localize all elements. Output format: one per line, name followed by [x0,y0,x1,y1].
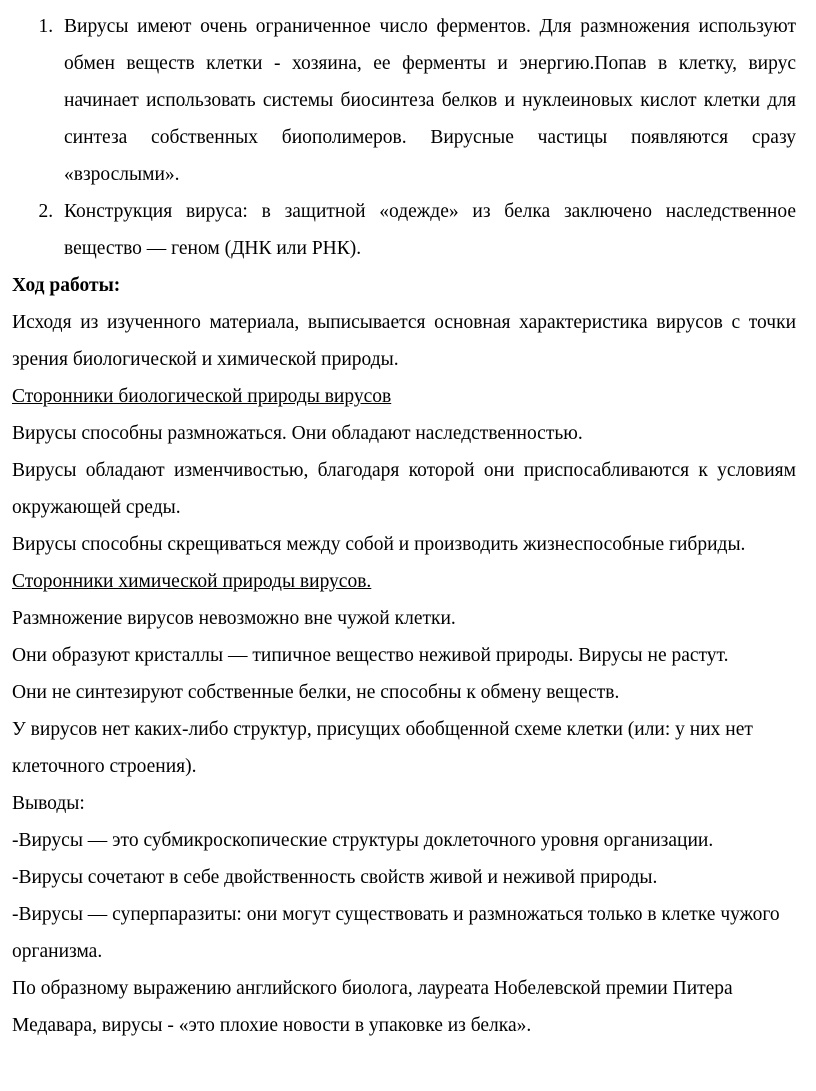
chem-point: Они образуют кристаллы — типичное вещество неживой природы. Вирусы не растут. [12,645,729,666]
list-item: 1. Вирусы имеют очень ограниченное число ферментов. Для размножения используют обмен веществ клетки - хозяина, ее ферменты и энергию.Попав в клетку, вирус начинает использовать системы биосинтеза белков и нуклеиновых кислот клетки для синтеза собственных биополимеров. Вирусные частицы появляются сразу «взрослыми». [58,8,796,193]
chem-point: У вирусов нет каких-либо структур, присущих обобщенной схеме клетки (или: у них нет клеточного строения). [12,719,753,777]
closing-paragraph: По образному выражению английского биолога, лауреата Нобелевской премии Питера Медавара, вирусы - «это плохие новости в упаковке из белка». [12,978,733,1036]
bio-point: Вирусы обладают изменчивостью, благодаря которой они приспосабливаются к условиям окружающей среды. [12,460,796,518]
conclusion-item: -Вирусы — это субмикроскопические структуры доклеточного уровня организации. [12,830,714,851]
subheading-chemical-nature [12,563,796,600]
subheading-biological-nature [12,378,796,415]
chem-point: Они не синтезируют собственные белки, не способны к обмену веществ. [12,682,620,703]
conclusion-item: -Вирусы сочетают в себе двойственность свойств живой и неживой природы. [12,867,658,888]
conclusion-item: -Вирусы — суперпаразиты: они могут существовать и размножаться только в клетке чужого организма. [12,904,780,962]
subheading-chemical-nature-text: Сторонники химической природы вирусов. [12,571,372,592]
intro-paragraph: Исходя из изученного материала, выписывается основная характеристика вирусов с точки зрения биологической и химической природы. [12,312,796,370]
bio-point: Вирусы способны скрещиваться между собой и производить жизнеспособные гибриды. [12,534,746,555]
chem-point: Размножение вирусов невозможно вне чужой клетки. [12,608,456,629]
bio-point: Вирусы способны размножаться. Они обладают наследственностью. [12,423,583,444]
conclusions-label: Выводы: [12,793,85,814]
subheading-biological-nature-text: Сторонники биологической природы вирусов [12,386,392,407]
heading-course-of-work: Ход работы: [12,275,121,296]
list-item: 2. Конструкция вируса: в защитной «одежде» из белка заключено наследственное вещество — геном (ДНК или РНК). [58,193,796,267]
numbered-list [12,8,796,267]
